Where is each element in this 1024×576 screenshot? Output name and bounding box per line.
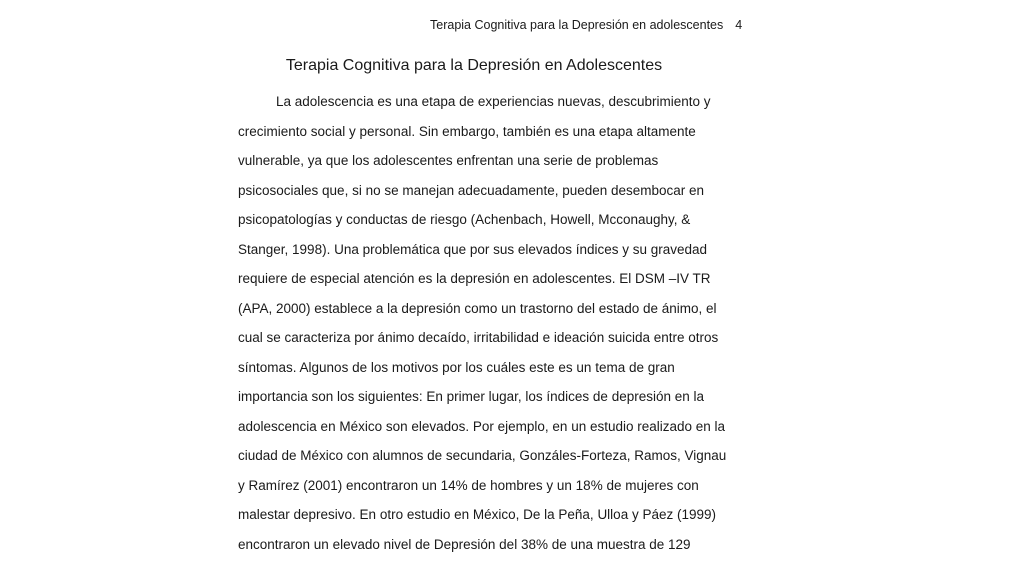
paragraph-line: La adolescencia es una etapa de experiencias nuevas, descubrimiento y	[276, 94, 711, 109]
paragraph-line: psicopatologías y conductas de riesgo (Achenbach, Howell, Mcconaughy, &	[238, 212, 691, 227]
paragraph-line: Stanger, 1998). Una problemática que por sus elevados índices y su gravedad	[238, 241, 708, 257]
body-paragraph	[238, 91, 727, 563]
page-number: 4	[735, 18, 743, 32]
paragraph-line: adolescencia en México son elevados. Por ejemplo, en un estudio realizado en la	[238, 418, 726, 434]
paragraph-line: (APA, 2000) establece a la depresión como un trastorno del estado de ánimo, el	[238, 300, 717, 316]
document-title: Terapia Cognitiva para la Depresión en Adolescentes	[285, 57, 663, 74]
paragraph-line: crecimiento social y personal. Sin embargo, también es una etapa altamente	[238, 123, 696, 139]
running-head	[430, 18, 743, 32]
paragraph-line: importancia son los siguientes: En primer lugar, los índices de depresión en la	[238, 389, 705, 404]
running-head-text: Terapia Cognitiva para la Depresión en adolescentes	[430, 18, 724, 32]
paragraph-line: malestar depresivo. En otro estudio en México, De la Peña, Ulloa y Páez (1999)	[238, 507, 716, 522]
paragraph-line: requiere de especial atención es la depresión en adolescentes. El DSM –IV TR	[238, 271, 711, 286]
paragraph-line: síntomas. Algunos de los motivos por los cuáles este es un tema de gran	[238, 359, 675, 375]
paragraph-line: ciudad de México con alumnos de secundaria, Gonzáles-Forteza, Ramos, Vignau	[238, 448, 727, 463]
paragraph-line: cual se caracteriza por ánimo decaído, irritabilidad e ideación suicida entre otros	[238, 330, 719, 345]
paragraph-line: encontraron un elevado nivel de Depresión del 38% de una muestra de 129	[238, 536, 691, 552]
paragraph-line: vulnerable, ya que los adolescentes enfrentan una serie de problemas	[238, 153, 659, 168]
paragraph-line: psicosociales que, si no se manejan adecuadamente, pueden desembocar en	[238, 182, 705, 198]
paragraph-line: y Ramírez (2001) encontraron un 14% de hombres y un 18% de mujeres con	[238, 477, 699, 493]
